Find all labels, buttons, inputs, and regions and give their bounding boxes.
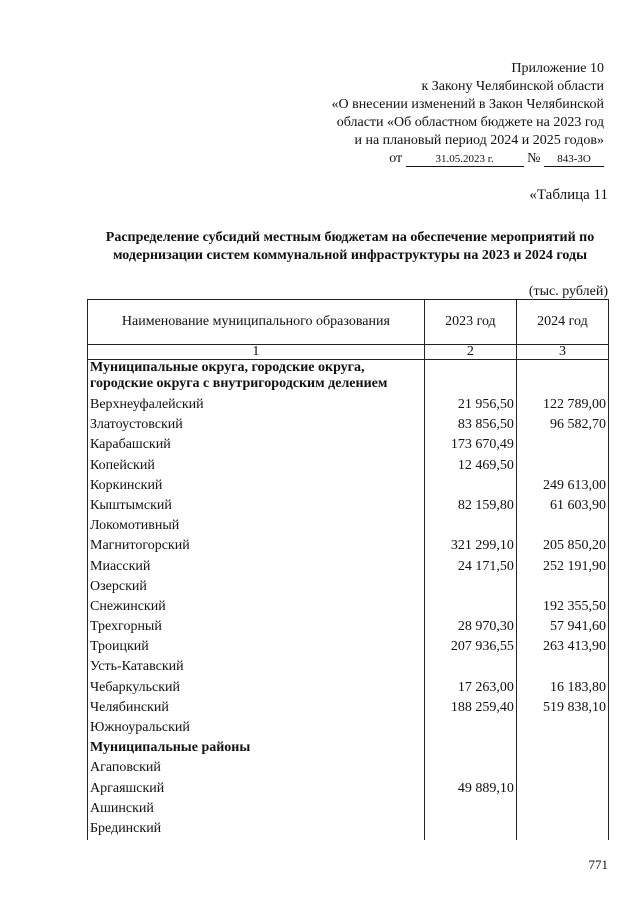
heading-line-2: модернизации систем коммунальной инфраструктуры на 2023 и 2024 годы	[112, 248, 588, 263]
value-cell-2023: 83 856,50	[424, 416, 516, 436]
value-cell-2024: 519 838,10	[516, 699, 608, 719]
table-row	[88, 800, 609, 820]
value-cell-2024	[516, 578, 608, 598]
value-cell-2023	[424, 598, 516, 618]
number-prefix: №	[527, 151, 541, 166]
municipality-name-cell: Коркинский	[88, 477, 425, 497]
municipality-name-cell: Троицкий	[88, 638, 425, 658]
section-title-line-1: Муниципальные округа, городские округа,	[90, 360, 365, 375]
appendix-block	[332, 60, 605, 168]
value-cell-2024	[516, 780, 608, 800]
table-row	[88, 759, 609, 779]
section-title-municipal-okrugs	[88, 360, 425, 397]
section-title-line-2: городские округа с внутригородским делением	[90, 376, 388, 391]
table-row	[88, 719, 609, 739]
section-cell	[516, 739, 608, 759]
value-cell-2024: 192 355,50	[516, 598, 608, 618]
value-cell-2023: 321 299,10	[424, 537, 516, 557]
municipality-name-cell: Магнитогорский	[88, 537, 425, 557]
municipality-name-cell: Кыштымский	[88, 497, 425, 517]
municipality-name-cell: Агаповский	[88, 759, 425, 779]
table-row	[88, 578, 609, 598]
table-row	[88, 436, 609, 456]
value-cell-2023: 188 259,40	[424, 699, 516, 719]
section-row	[88, 360, 609, 397]
column-number-row	[88, 345, 609, 360]
municipality-name-cell: Карабашский	[88, 436, 425, 456]
date-value: 31.05.2023 г.	[406, 152, 524, 167]
value-cell-2023: 49 889,10	[424, 780, 516, 800]
value-cell-2024: 61 603,90	[516, 497, 608, 517]
table-row	[88, 658, 609, 678]
appendix-law-title-3: и на плановый период 2024 и 2025 годов»	[354, 133, 604, 148]
column-number-1: 1	[88, 345, 425, 360]
value-cell-2024	[516, 658, 608, 678]
column-header-2023: 2023 год	[424, 300, 516, 345]
table-row	[88, 638, 609, 658]
value-cell-2024: 249 613,00	[516, 477, 608, 497]
municipality-name-cell: Южноуральский	[88, 719, 425, 739]
page-number: 771	[588, 857, 608, 872]
column-header-name: Наименование муниципального образования	[88, 300, 425, 345]
section-title-municipal-districts: Муниципальные районы	[88, 739, 425, 759]
value-cell-2023: 173 670,49	[424, 436, 516, 456]
table-row	[88, 820, 609, 840]
table-row	[88, 497, 609, 517]
units-label: (тыс. рублей)	[528, 284, 608, 299]
table-row	[88, 558, 609, 578]
value-cell-2023	[424, 477, 516, 497]
municipality-name-cell: Верхнеуфалейский	[88, 396, 425, 416]
municipality-name-cell: Челябинский	[88, 699, 425, 719]
value-cell-2024	[516, 457, 608, 477]
value-cell-2023: 12 469,50	[424, 457, 516, 477]
municipality-name-cell: Миасский	[88, 558, 425, 578]
municipality-name-cell: Чебаркульский	[88, 679, 425, 699]
table-label: «Таблица 11	[529, 187, 608, 203]
appendix-law-title-1: «О внесении изменений в Закон Челябинской	[331, 97, 604, 112]
value-cell-2023	[424, 820, 516, 840]
table-row	[88, 477, 609, 497]
value-cell-2023: 82 159,80	[424, 497, 516, 517]
date-prefix: от	[389, 151, 403, 166]
value-cell-2023	[424, 759, 516, 779]
value-cell-2024: 263 413,90	[516, 638, 608, 658]
value-cell-2023	[424, 800, 516, 820]
heading-line-1: Распределение субсидий местным бюджетам на обеспечение мероприятий по	[105, 230, 595, 245]
value-cell-2023: 17 263,00	[424, 679, 516, 699]
table-row	[88, 396, 609, 416]
value-cell-2024	[516, 759, 608, 779]
municipality-name-cell: Снежинский	[88, 598, 425, 618]
value-cell-2024	[516, 517, 608, 537]
column-header-2024: 2024 год	[516, 300, 608, 345]
appendix-law: к Закону Челябинской области	[421, 79, 604, 94]
table-row	[88, 537, 609, 557]
table-row	[88, 618, 609, 638]
value-cell-2023	[424, 578, 516, 598]
municipality-name-cell: Ашинский	[88, 800, 425, 820]
municipality-name-cell: Златоустовский	[88, 416, 425, 436]
section-cell-2024	[516, 360, 608, 397]
value-cell-2024	[516, 719, 608, 739]
table-row	[88, 517, 609, 537]
column-number-3: 3	[516, 345, 608, 360]
value-cell-2024	[516, 800, 608, 820]
municipality-name-cell: Усть-Катавский	[88, 658, 425, 678]
document-heading	[88, 229, 612, 265]
table-header-row	[88, 300, 609, 345]
value-cell-2023: 24 171,50	[424, 558, 516, 578]
table-row	[88, 598, 609, 618]
section-cell	[424, 739, 516, 759]
value-cell-2023: 28 970,30	[424, 618, 516, 638]
section-cell-2023	[424, 360, 516, 397]
municipality-name-cell: Трехгорный	[88, 618, 425, 638]
value-cell-2024: 16 183,80	[516, 679, 608, 699]
appendix-date-line	[332, 150, 605, 168]
value-cell-2024: 122 789,00	[516, 396, 608, 416]
municipality-name-cell: Копейский	[88, 457, 425, 477]
value-cell-2024	[516, 820, 608, 840]
value-cell-2024: 205 850,20	[516, 537, 608, 557]
value-cell-2023	[424, 517, 516, 537]
section-row	[88, 739, 609, 759]
table-row	[88, 780, 609, 800]
municipality-name-cell: Локомотивный	[88, 517, 425, 537]
appendix-law-title-2: области «Об областном бюджете на 2023 год	[336, 115, 604, 130]
table-row	[88, 699, 609, 719]
value-cell-2024: 252 191,90	[516, 558, 608, 578]
municipality-name-cell: Озерский	[88, 578, 425, 598]
value-cell-2024: 96 582,70	[516, 416, 608, 436]
value-cell-2023	[424, 658, 516, 678]
value-cell-2024: 57 941,60	[516, 618, 608, 638]
subsidy-table	[87, 299, 609, 840]
municipality-name-cell: Аргаяшский	[88, 780, 425, 800]
municipality-name-cell: Брединский	[88, 820, 425, 840]
value-cell-2023: 207 936,55	[424, 638, 516, 658]
number-value: 843-ЗО	[544, 152, 604, 167]
table-row	[88, 416, 609, 436]
value-cell-2023	[424, 719, 516, 739]
table-row	[88, 679, 609, 699]
value-cell-2023: 21 956,50	[424, 396, 516, 416]
value-cell-2024	[516, 436, 608, 456]
column-number-2: 2	[424, 345, 516, 360]
appendix-title: Приложение 10	[511, 61, 604, 76]
table-row	[88, 457, 609, 477]
